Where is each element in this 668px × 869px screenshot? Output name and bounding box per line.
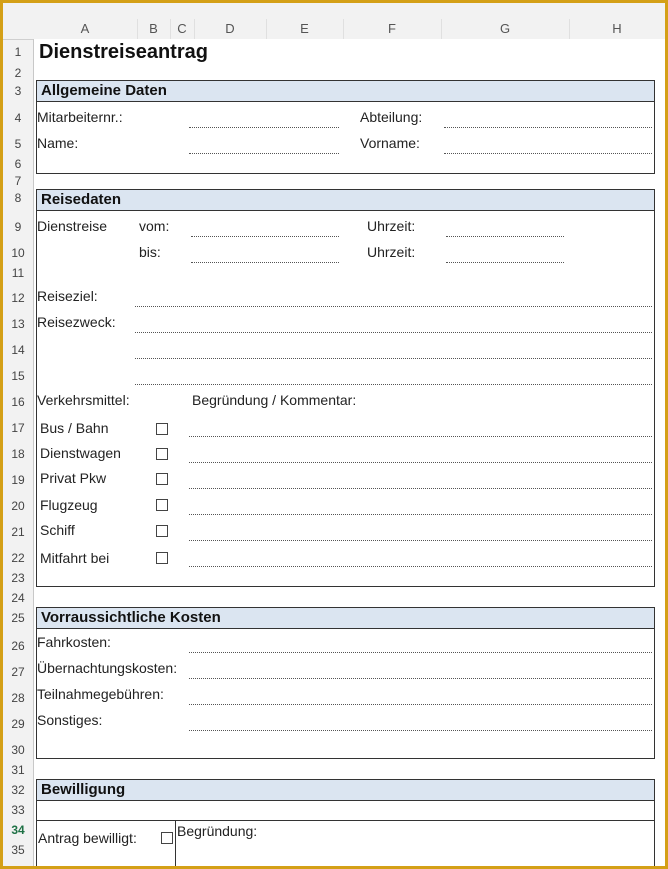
- row-header-22[interactable]: 22: [11, 551, 25, 565]
- label-uhrzeit-vom: Uhrzeit:: [367, 218, 416, 234]
- row-header-31[interactable]: 31: [11, 763, 25, 777]
- label-sonstiges: Sonstiges:: [37, 712, 103, 728]
- checkbox-bus-bahn[interactable]: [156, 423, 168, 435]
- field-kommentar-flugzeug[interactable]: [189, 514, 652, 515]
- label-name: Name:: [37, 135, 79, 151]
- row-header-26[interactable]: 26: [11, 639, 25, 653]
- row-header-25[interactable]: 25: [11, 611, 25, 625]
- field-sonstiges[interactable]: [189, 730, 652, 731]
- row-header-8[interactable]: 8: [14, 191, 22, 205]
- label-verkehrsmittel: Verkehrsmittel:: [37, 392, 130, 408]
- field-fahrkosten[interactable]: [189, 652, 652, 653]
- row-header-9[interactable]: 9: [14, 220, 22, 234]
- field-uebernachtungskosten[interactable]: [189, 678, 652, 679]
- option-label-mitfahrt-bei: Mitfahrt bei: [40, 550, 110, 566]
- checkbox-schiff[interactable]: [156, 525, 168, 537]
- row-header-6[interactable]: 6: [14, 157, 22, 171]
- label-begruendung: Begründung:: [177, 823, 258, 839]
- divider: [36, 820, 654, 821]
- row-header-5[interactable]: 5: [14, 137, 22, 151]
- checkbox-privat-pkw[interactable]: [156, 473, 168, 485]
- option-label-dienstwagen: Dienstwagen: [40, 445, 121, 461]
- label-vorname: Vorname:: [360, 135, 420, 151]
- column-header-c[interactable]: C: [170, 19, 195, 39]
- row-header-29[interactable]: 29: [11, 717, 25, 731]
- field-reisezweck-line-2[interactable]: [135, 358, 652, 359]
- field-abteilung[interactable]: [444, 127, 652, 128]
- column-header-f[interactable]: F: [343, 19, 442, 39]
- row-header-13[interactable]: 13: [11, 317, 25, 331]
- label-bis: bis:: [139, 244, 161, 260]
- label-teilnahmegebuehren: Teilnahmegebühren:: [37, 686, 164, 702]
- page-title: Dienstreiseantrag: [39, 41, 208, 63]
- divider-vertical: [175, 820, 176, 869]
- column-header-b[interactable]: B: [137, 19, 171, 39]
- field-vom[interactable]: [191, 236, 339, 237]
- column-header-a[interactable]: A: [33, 19, 138, 39]
- field-kommentar-schiff[interactable]: [189, 540, 652, 541]
- field-mitarbeiternr[interactable]: [189, 127, 339, 128]
- section-reisedaten: [36, 189, 655, 587]
- section-bewilligung: [36, 779, 655, 869]
- row-header-3[interactable]: 3: [14, 84, 22, 98]
- checkbox-mitfahrt-bei[interactable]: [156, 552, 168, 564]
- row-header-24[interactable]: 24: [11, 591, 25, 605]
- field-kommentar-dienstwagen[interactable]: [189, 462, 652, 463]
- field-kommentar-mitfahrt-bei[interactable]: [189, 566, 652, 567]
- field-reiseziel[interactable]: [135, 306, 652, 307]
- row-header-20[interactable]: 20: [11, 499, 25, 513]
- label-dienstreise: Dienstreise: [37, 218, 108, 234]
- row-header-11[interactable]: 11: [11, 266, 25, 280]
- checkbox-dienstwagen[interactable]: [156, 448, 168, 460]
- label-reisezweck: Reisezweck:: [37, 314, 116, 330]
- column-header-g[interactable]: G: [441, 19, 570, 39]
- label-uhrzeit-bis: Uhrzeit:: [367, 244, 416, 260]
- label-mitarbeiternr: Mitarbeiternr.:: [37, 109, 123, 125]
- column-header-h[interactable]: H: [612, 21, 622, 36]
- label-uebernachtungskosten: Übernachtungskosten:: [37, 660, 178, 676]
- label-fahrkosten: Fahrkosten:: [37, 634, 111, 650]
- column-header-bar: [3, 19, 665, 40]
- column-header-e[interactable]: E: [266, 19, 344, 39]
- label-vom: vom:: [139, 218, 170, 234]
- field-kommentar-privat-pkw[interactable]: [189, 488, 652, 489]
- label-reiseziel: Reiseziel:: [37, 288, 98, 304]
- label-begruendung-kommentar: Begründung / Kommentar:: [192, 392, 357, 408]
- option-label-schiff: Schiff: [40, 522, 75, 538]
- field-reisezweck-line-3[interactable]: [135, 384, 652, 385]
- field-teilnahmegebuehren[interactable]: [189, 704, 652, 705]
- field-reisezweck[interactable]: [135, 332, 652, 333]
- field-kommentar-bus-bahn[interactable]: [189, 436, 652, 437]
- row-header-19[interactable]: 19: [11, 473, 25, 487]
- section-kosten: [36, 607, 655, 759]
- section-header: Bewilligung: [37, 780, 654, 801]
- row-header-34[interactable]: 34: [11, 823, 25, 837]
- checkbox-flugzeug[interactable]: [156, 499, 168, 511]
- row-header-27[interactable]: 27: [11, 665, 25, 679]
- column-header-d[interactable]: D: [194, 19, 267, 39]
- label-antrag-bewilligt: Antrag bewilligt:: [38, 830, 137, 846]
- worksheet[interactable]: [33, 39, 666, 866]
- row-header-1[interactable]: 1: [14, 45, 22, 59]
- field-bis[interactable]: [191, 262, 339, 263]
- checkbox-antrag-bewilligt[interactable]: [161, 832, 173, 844]
- row-header-17[interactable]: 17: [11, 421, 25, 435]
- row-header-15[interactable]: 15: [11, 369, 25, 383]
- row-header-16[interactable]: 16: [11, 395, 25, 409]
- row-header-18[interactable]: 18: [11, 447, 25, 461]
- label-abteilung: Abteilung:: [360, 109, 423, 125]
- option-label-privat-pkw: Privat Pkw: [40, 470, 107, 486]
- row-header-21[interactable]: 21: [11, 525, 25, 539]
- field-name[interactable]: [189, 153, 339, 154]
- row-header-35[interactable]: 35: [11, 843, 25, 857]
- row-header-10[interactable]: 10: [11, 246, 25, 260]
- field-uhrzeit-bis[interactable]: [446, 262, 564, 263]
- row-header-14[interactable]: 14: [11, 343, 25, 357]
- row-header-7[interactable]: 7: [14, 174, 22, 188]
- field-uhrzeit-vom[interactable]: [446, 236, 564, 237]
- row-header-30[interactable]: 30: [11, 743, 25, 757]
- section-header: Reisedaten: [37, 190, 654, 211]
- field-vorname[interactable]: [444, 153, 652, 154]
- row-header-32[interactable]: 32: [11, 783, 25, 797]
- row-header-2[interactable]: 2: [14, 66, 22, 80]
- row-header-33[interactable]: 33: [11, 803, 25, 817]
- section-header: Vorraussichtliche Kosten: [37, 608, 654, 629]
- row-header-12[interactable]: 12: [11, 291, 25, 305]
- row-header-28[interactable]: 28: [11, 691, 25, 705]
- option-label-bus-bahn: Bus / Bahn: [40, 420, 109, 436]
- row-header-4[interactable]: 4: [14, 111, 22, 125]
- option-label-flugzeug: Flugzeug: [40, 497, 98, 513]
- row-header-23[interactable]: 23: [11, 571, 25, 585]
- section-header: Allgemeine Daten: [37, 81, 654, 102]
